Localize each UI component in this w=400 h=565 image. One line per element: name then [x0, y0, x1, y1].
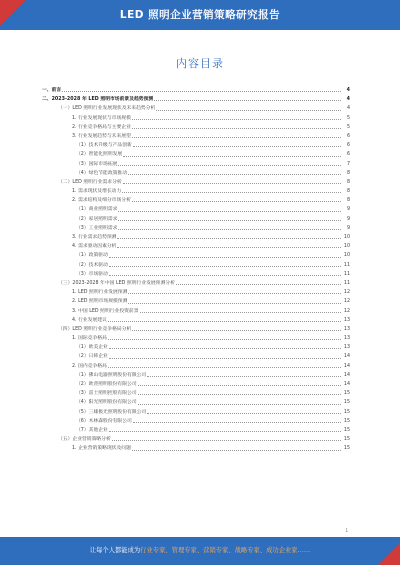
- report-title: LED 照明企业营销策略研究报告: [119, 9, 281, 21]
- toc-entry[interactable]: [42, 141, 350, 150]
- toc-leader-dots: [109, 261, 341, 267]
- page-number: 1: [345, 528, 348, 533]
- toc-leader-dots: [128, 297, 341, 303]
- toc-entry-title: 二、2023-2028 年 LED 照明市场前景及趋势预测: [42, 95, 154, 104]
- toc-entry-title: 3. 行业发展趋势与未来展望: [72, 132, 132, 141]
- toc-leader-dots: [118, 224, 341, 230]
- toc-entry[interactable]: [42, 86, 350, 95]
- toc-entry-title: （一）LED 照明行业发展现状及未来趋势分析: [58, 104, 156, 113]
- toc-entry-page: 15: [343, 409, 350, 415]
- toc-entry[interactable]: [42, 95, 350, 104]
- toc-entry[interactable]: [42, 408, 350, 417]
- toc-entry-title: （1）欧美企业: [76, 343, 109, 352]
- toc-leader-dots: [118, 160, 341, 166]
- toc-leader-dots: [132, 325, 341, 331]
- toc-leader-dots: [109, 251, 341, 257]
- toc-entry-title: （2）日韩企业: [76, 352, 109, 361]
- toc-entry-page: 8: [346, 179, 350, 185]
- toc-entry-page: 4: [346, 97, 350, 103]
- toc-entry-page: 14: [343, 354, 350, 360]
- toc-entry-page: 15: [343, 437, 350, 443]
- toc-entry[interactable]: [42, 417, 350, 426]
- toc-entry-page: 10: [343, 253, 350, 259]
- toc-entry-page: 8: [346, 170, 350, 176]
- toc-entry[interactable]: [42, 352, 350, 361]
- toc-entry-title: 4. 需求驱动因素分析: [72, 242, 117, 251]
- toc-entry-title: （2）技术驱动: [76, 261, 109, 270]
- toc-entry-page: 8: [346, 198, 350, 204]
- toc-entry-page: 4: [346, 106, 350, 112]
- toc-leader-dots: [133, 141, 341, 147]
- toc-entry-page: 12: [343, 299, 350, 305]
- toc-entry-title: 3. 行业需求趋势预测: [72, 233, 117, 242]
- toc-leader-dots: [138, 389, 341, 395]
- toc-entry[interactable]: [42, 270, 350, 279]
- toc-entry[interactable]: [42, 343, 350, 352]
- toc-leader-dots: [123, 150, 341, 156]
- toc-entry[interactable]: [42, 178, 350, 187]
- toc-entry-title: 2. 行业竞争格局与主要企业: [72, 123, 132, 132]
- toc-entry-page: 14: [343, 372, 350, 378]
- toc-entry-page: 13: [343, 326, 350, 332]
- toc-leader-dots: [132, 196, 341, 202]
- toc-leader-dots: [132, 132, 341, 138]
- toc-leader-dots: [122, 187, 341, 193]
- toc-leader-dots: [138, 380, 341, 386]
- toc-entry-page: 9: [346, 207, 350, 213]
- toc-leader-dots: [138, 398, 341, 404]
- toc-entry-title: （3）工业照明需求: [76, 224, 118, 233]
- toc-entry-title: （二）LED 照明行业需求分析: [58, 178, 123, 187]
- toc-entry-page: 15: [343, 427, 350, 433]
- toc-entry-page: 4: [346, 88, 350, 93]
- toc-entry-title: （1）技术升级与产品创新: [76, 141, 133, 150]
- toc-entry-page: 6: [346, 143, 350, 149]
- toc-entry-title: （4）阳光照明股份有限公司: [76, 398, 138, 407]
- toc-leader-dots: [117, 233, 341, 239]
- toc-leader-dots: [108, 316, 341, 322]
- toc-entry-title: （4）绿色节能政策推动: [76, 169, 128, 178]
- toc-entry-title: （3）国际市场拓展: [76, 160, 118, 169]
- toc-entry-page: 13: [343, 317, 350, 323]
- toc-entry[interactable]: [42, 444, 350, 453]
- toc-leader-dots: [108, 334, 341, 340]
- toc-entry-title: （四）LED 照明行业竞争格局分析: [58, 325, 132, 334]
- toc-leader-dots: [109, 352, 341, 358]
- toc-leader-dots: [118, 215, 341, 221]
- toc-entry-page: 13: [343, 336, 350, 342]
- toc-entry[interactable]: [42, 132, 350, 141]
- toc-leader-dots: [154, 95, 341, 101]
- toc-entry[interactable]: [42, 307, 350, 316]
- toc-entry[interactable]: [42, 150, 350, 159]
- toc-leader-dots: [108, 362, 341, 368]
- toc-leader-dots: [123, 178, 341, 184]
- toc-entry-title: （3）雷士照明控股有限公司: [76, 389, 138, 398]
- footer-slogan: [0, 537, 400, 565]
- toc-entry-title: 4. 行业发展建议: [72, 316, 108, 325]
- toc-leader-dots: [118, 205, 341, 211]
- toc-leader-dots: [109, 426, 341, 432]
- toc-entry[interactable]: [42, 325, 350, 334]
- toc-leader-dots: [109, 343, 341, 349]
- toc-entry[interactable]: [42, 215, 350, 224]
- toc-entry[interactable]: [42, 242, 350, 251]
- toc-entry-title: （2）家居照明需求: [76, 215, 118, 224]
- table-of-contents: [42, 86, 350, 454]
- toc-leader-dots: [132, 123, 341, 129]
- toc-leader-dots: [140, 307, 341, 313]
- toc-leader-dots: [147, 408, 341, 414]
- toc-leader-dots: [112, 435, 341, 441]
- toc-entry-page: 15: [343, 400, 350, 406]
- toc-entry[interactable]: [42, 362, 350, 371]
- toc-entry-page: 9: [346, 225, 350, 231]
- toc-entry[interactable]: [42, 426, 350, 435]
- toc-entry-page: 15: [343, 391, 350, 397]
- toc-entry-title: 一、前言: [42, 86, 62, 95]
- toc-entry-page: 12: [343, 290, 350, 296]
- footer-slogan-lead: 让每个人都能成为: [89, 547, 141, 554]
- toc-entry-title: （1）商业照明需求: [76, 205, 118, 214]
- toc-leader-dots: [133, 417, 341, 423]
- toc-entry[interactable]: [42, 435, 350, 444]
- toc-leader-dots: [132, 444, 341, 450]
- toc-entry[interactable]: [42, 334, 350, 343]
- toc-entry-title: （2）智能化照明发展: [76, 150, 123, 159]
- toc-entry[interactable]: [42, 261, 350, 270]
- toc-entry-page: 8: [346, 189, 350, 195]
- toc-leader-dots: [132, 114, 341, 120]
- toc-entry[interactable]: [42, 169, 350, 178]
- toc-entry-title: （三）2023-2028 年中国 LED 照明行业发展预测分析: [58, 279, 176, 288]
- toc-leader-dots: [62, 86, 341, 92]
- toc-entry-page: 5: [346, 115, 350, 121]
- toc-entry[interactable]: [42, 398, 350, 407]
- toc-entry-title: 3. 中国 LED 照明行业投资前景: [72, 307, 140, 316]
- toc-entry-title: （3）市场驱动: [76, 270, 109, 279]
- toc-leader-dots: [156, 104, 341, 110]
- toc-entry[interactable]: [42, 104, 350, 113]
- toc-leader-dots: [128, 288, 341, 294]
- toc-entry-title: 1. 国际竞争格局: [72, 334, 108, 343]
- toc-entry-page: 7: [346, 161, 350, 167]
- toc-leader-dots: [128, 169, 341, 175]
- toc-entry-title: 2. 国内竞争格局: [72, 362, 108, 371]
- toc-entry-title: 1. 需求现状及增长动力: [72, 187, 122, 196]
- toc-entry-page: 10: [343, 244, 350, 250]
- toc-entry-page: 11: [343, 262, 350, 268]
- toc-entry-page: 6: [346, 152, 350, 158]
- toc-entry-title: （6）木林森股份有限公司: [76, 417, 133, 426]
- toc-entry-title: 2. 需求结构及细分市场分析: [72, 196, 132, 205]
- toc-entry-title: 1. 企业营销策略现状及问题: [72, 444, 132, 453]
- toc-entry-page: 6: [346, 133, 350, 139]
- toc-entry[interactable]: [42, 380, 350, 389]
- toc-entry[interactable]: [42, 187, 350, 196]
- toc-entry-title: （2）欧普照明股份有限公司: [76, 380, 138, 389]
- toc-entry-page: 14: [343, 382, 350, 387]
- toc-leader-dots: [117, 242, 341, 248]
- toc-entry[interactable]: [42, 233, 350, 242]
- toc-entry-page: 11: [343, 280, 350, 286]
- toc-entry-title: 1. 行业发展现状与市场规模: [72, 114, 132, 123]
- toc-entry[interactable]: [42, 196, 350, 205]
- toc-entry[interactable]: [42, 160, 350, 169]
- toc-leader-dots: [176, 279, 341, 285]
- toc-heading: 内容目录: [176, 57, 224, 70]
- toc-entry-page: 10: [343, 235, 350, 240]
- toc-entry-title: （1）佛山电器照明股份有限公司: [76, 371, 147, 380]
- toc-entry[interactable]: [42, 279, 350, 288]
- toc-entry-title: （7）其他企业: [76, 426, 109, 435]
- footer-slogan-highlight: 行业专家、管理专家、营销专家、战略专家、成功企业家……: [140, 547, 311, 554]
- toc-entry-page: 14: [343, 363, 350, 369]
- toc-entry-page: 9: [346, 216, 350, 222]
- toc-leader-dots: [109, 270, 341, 276]
- toc-entry[interactable]: [42, 251, 350, 260]
- toc-entry-title: （五）企业营销策略分析: [58, 435, 112, 444]
- toc-entry-page: 12: [343, 308, 350, 314]
- toc-entry-page: 5: [346, 124, 350, 130]
- page-header: [0, 0, 400, 30]
- toc-leader-dots: [147, 371, 341, 377]
- toc-entry[interactable]: [42, 297, 350, 306]
- toc-entry[interactable]: [42, 371, 350, 380]
- toc-entry[interactable]: [42, 316, 350, 325]
- toc-entry[interactable]: [42, 205, 350, 214]
- toc-entry-title: （5）三雄极光照明股份有限公司: [76, 408, 147, 417]
- footer-red-triangle: [378, 543, 400, 565]
- toc-entry-page: 13: [343, 345, 350, 351]
- toc-entry-title: 2. LED 照明市场规模预测: [72, 297, 128, 306]
- toc-entry[interactable]: [42, 123, 350, 132]
- page-footer: [0, 537, 400, 565]
- toc-entry[interactable]: [42, 389, 350, 398]
- toc-entry[interactable]: [42, 224, 350, 233]
- toc-entry-title: 1. LED 照明行业发展预测: [72, 288, 128, 297]
- toc-entry-page: 15: [343, 418, 350, 424]
- toc-entry-page: 11: [343, 271, 350, 277]
- toc-entry-title: （1）政策驱动: [76, 251, 109, 260]
- toc-entry-page: 15: [343, 446, 350, 452]
- toc-entry[interactable]: [42, 114, 350, 123]
- toc-entry[interactable]: [42, 288, 350, 297]
